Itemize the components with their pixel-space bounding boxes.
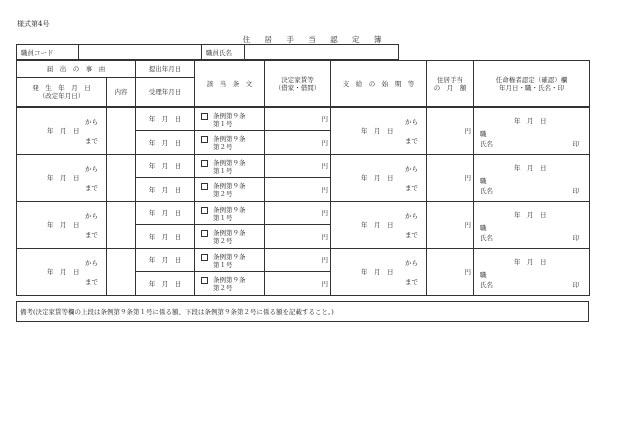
staff-code-label: 職員コード: [17, 45, 79, 60]
staff-name-field[interactable]: [245, 45, 399, 60]
rent-amount-2[interactable]: 円: [265, 178, 331, 202]
authorization-cell[interactable]: 年 月 日 職 氏名 印: [474, 249, 590, 296]
rent-amount-2[interactable]: 円: [265, 131, 331, 155]
authorization-cell[interactable]: 年 月 日 職 氏名 印: [474, 108, 590, 155]
register-rows: [16, 107, 590, 296]
receipt-date-cell[interactable]: 年 月 日: [136, 131, 195, 155]
article-2-cell[interactable]: 条例第９条 第２号: [195, 178, 265, 202]
document-title: 住 居 手 当 認 定 簿: [242, 35, 388, 44]
header-todoke: 届 出 の 事 由: [17, 61, 136, 78]
occurrence-date-cell[interactable]: から 年 月 日 まで: [17, 202, 107, 249]
register-entry: [17, 249, 590, 272]
allowance-register-table: [16, 60, 590, 107]
submission-date-cell[interactable]: 年 月 日: [136, 202, 195, 225]
header-kettei: 決定家賃等 （借家・借間）: [265, 61, 331, 107]
remark-text: 備考(決定家賃等欄の上段は条例第９条第１号に係る額、下段は条例第９条第２号に係る額を記載すること。): [17, 302, 589, 322]
content-cell[interactable]: [107, 108, 136, 155]
submission-date-cell[interactable]: 年 月 日: [136, 155, 195, 178]
article-2-cell[interactable]: 条例第９条 第２号: [195, 225, 265, 249]
content-cell[interactable]: [107, 249, 136, 296]
occurrence-date-cell[interactable]: から 年 月 日 まで: [17, 155, 107, 202]
payment-start-cell[interactable]: から 年 月 日 まで: [331, 202, 427, 249]
rent-amount-1[interactable]: 円: [265, 108, 331, 131]
submission-date-cell[interactable]: 年 月 日: [136, 108, 195, 131]
article-2-cell[interactable]: 条例第９条 第２号: [195, 131, 265, 155]
article-1-checkbox[interactable]: [201, 160, 208, 167]
payment-start-cell[interactable]: から 年 月 日 まで: [331, 108, 427, 155]
remark-table: [16, 301, 589, 322]
article-2-cell[interactable]: 条例第９条 第２号: [195, 272, 265, 296]
rent-amount-1[interactable]: 円: [265, 155, 331, 178]
article-1-cell[interactable]: 条例第９条 第１号: [195, 202, 265, 225]
rent-amount-1[interactable]: 円: [265, 202, 331, 225]
article-1-checkbox[interactable]: [201, 113, 208, 120]
header-juri: 受理年月日: [136, 78, 195, 107]
form-number: 様式第4号: [17, 20, 50, 28]
payment-start-cell[interactable]: から 年 月 日 まで: [331, 155, 427, 202]
register-entry: [17, 202, 590, 225]
content-cell[interactable]: [107, 155, 136, 202]
article-2-checkbox[interactable]: [201, 183, 208, 190]
staff-name-label: 職員氏名: [202, 45, 245, 60]
occurrence-date-cell[interactable]: から 年 月 日 まで: [17, 249, 107, 296]
register-entry: [17, 108, 590, 131]
rent-amount-1[interactable]: 円: [265, 249, 331, 272]
header-hassei: 発 生 年 月 日 （改定年月日）: [17, 78, 107, 107]
monthly-amount-cell[interactable]: 円: [427, 202, 474, 249]
header-getsugaku: 住居手当 の 月 額: [427, 61, 474, 107]
monthly-amount-cell[interactable]: 円: [427, 155, 474, 202]
header-gaito: 該 当 条 文: [195, 61, 265, 107]
article-2-checkbox[interactable]: [201, 136, 208, 143]
content-cell[interactable]: [107, 202, 136, 249]
occurrence-date-cell[interactable]: から 年 月 日 まで: [17, 108, 107, 155]
staff-code-field[interactable]: [79, 45, 202, 60]
monthly-amount-cell[interactable]: 円: [427, 108, 474, 155]
receipt-date-cell[interactable]: 年 月 日: [136, 225, 195, 249]
article-1-cell[interactable]: 条例第９条 第１号: [195, 108, 265, 131]
article-1-cell[interactable]: 条例第９条 第１号: [195, 249, 265, 272]
register-entry: [17, 155, 590, 178]
article-2-checkbox[interactable]: [201, 230, 208, 237]
authorization-cell[interactable]: 年 月 日 職 氏名 印: [474, 202, 590, 249]
article-1-checkbox[interactable]: [201, 254, 208, 261]
article-1-cell[interactable]: 条例第９条 第１号: [195, 155, 265, 178]
header-naiyo: 内容: [107, 78, 136, 107]
staff-id-table: [16, 44, 399, 60]
header-ninmei: 任命権者認定（確認）欄 年月日・職・氏名・印: [474, 61, 590, 107]
article-1-checkbox[interactable]: [201, 207, 208, 214]
rent-amount-2[interactable]: 円: [265, 272, 331, 296]
authorization-cell[interactable]: 年 月 日 職 氏名 印: [474, 155, 590, 202]
header-teishutsu: 提出年月日: [136, 61, 195, 78]
submission-date-cell[interactable]: 年 月 日: [136, 249, 195, 272]
receipt-date-cell[interactable]: 年 月 日: [136, 272, 195, 296]
receipt-date-cell[interactable]: 年 月 日: [136, 178, 195, 202]
monthly-amount-cell[interactable]: 円: [427, 249, 474, 296]
payment-start-cell[interactable]: から 年 月 日 まで: [331, 249, 427, 296]
header-shikyu: 支 給 の 始 期 等: [331, 61, 427, 107]
rent-amount-2[interactable]: 円: [265, 225, 331, 249]
article-2-checkbox[interactable]: [201, 277, 208, 284]
